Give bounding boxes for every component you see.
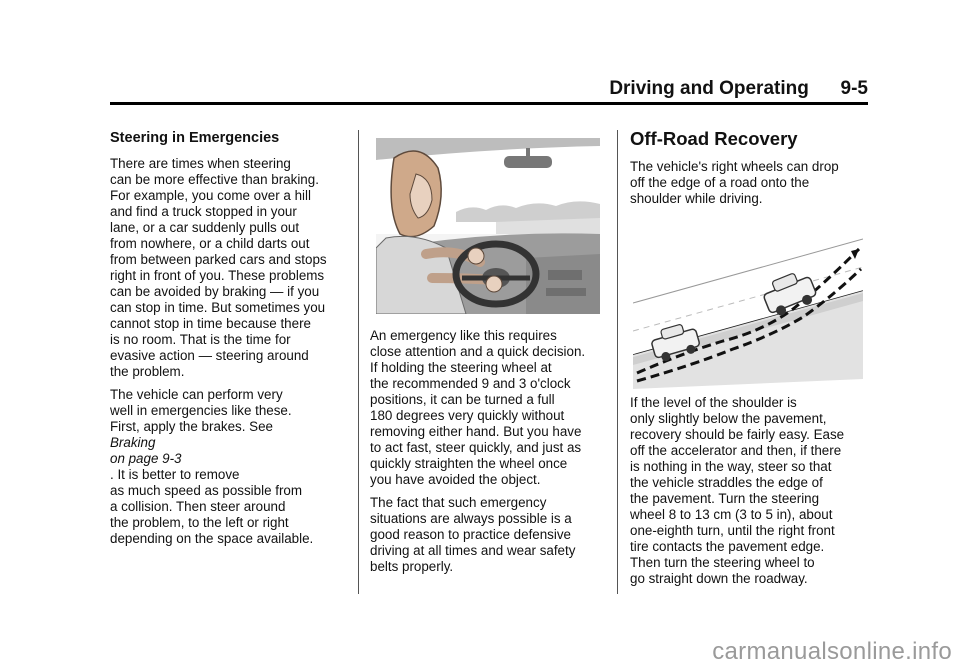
text-line: belts properly. <box>370 559 454 574</box>
text-line: cannot stop in time because there <box>110 316 311 331</box>
text-line: The vehicle can perform very <box>110 387 283 402</box>
text-line: as much speed as possible from <box>110 483 303 498</box>
text-line: off the edge of a road onto the <box>630 175 810 190</box>
text-line: evasive action — steering around <box>110 348 309 363</box>
text-line <box>110 419 350 451</box>
braking-link[interactable]: Braking <box>110 435 156 450</box>
text-line: can stop in time. But sometimes you <box>110 300 326 315</box>
text-line: Then turn the steering wheel to <box>630 555 815 570</box>
page-header <box>110 78 868 100</box>
text-line: recovery should be fairly easy. Ease <box>630 427 845 442</box>
column-divider-1 <box>358 130 359 594</box>
heading-steering-emergencies: Steering in Emergencies <box>110 130 280 146</box>
column-right <box>630 118 868 594</box>
text-line: The vehicle's right wheels can drop <box>630 159 839 174</box>
text-line <box>110 451 350 483</box>
driver-steering-illustration <box>376 138 600 314</box>
text-line: from nowhere, or a child darts out <box>110 236 310 251</box>
text-line: is nothing in the way, steer so that <box>630 459 832 474</box>
text-line: only slightly below the pavement, <box>630 411 827 426</box>
text-line: wheel 8 to 13 cm (3 to 5 in), about <box>630 507 833 522</box>
page-number: 9-5 <box>840 78 868 99</box>
text-line: shoulder while driving. <box>630 191 763 206</box>
text-run: . It is better to remove <box>110 467 240 482</box>
paragraph-defensive-driving <box>370 495 606 575</box>
paragraph-emergency-attention <box>370 328 606 488</box>
text-line: depending on the space available. <box>110 531 314 546</box>
text-line: the problem. <box>110 364 185 379</box>
text-run: First, apply the brakes. See <box>110 419 273 434</box>
heading-off-road-recovery: Off-Road Recovery <box>630 128 798 149</box>
paragraph-steering-intro <box>110 156 350 380</box>
text-line: a collision. Then steer around <box>110 499 286 514</box>
text-line: 180 degrees very quickly without <box>370 408 565 423</box>
off-road-recovery-illustration <box>633 229 863 389</box>
text-line: An emergency like this requires <box>370 328 557 343</box>
paragraph-shoulder-level <box>630 395 868 587</box>
text-line: The fact that such emergency <box>370 495 547 510</box>
text-line: good reason to practice defensive <box>370 527 571 542</box>
text-line: lane, or a car suddenly pulls out <box>110 220 300 235</box>
text-line: to act fast, steer quickly, and just as <box>370 440 582 455</box>
text-line: close attention and a quick decision. <box>370 344 586 359</box>
text-line: can be avoided by braking — if you <box>110 284 320 299</box>
text-line: situations are always possible is a <box>370 511 572 526</box>
text-line: There are times when steering <box>110 156 291 171</box>
text-line: For example, you come over a hill <box>110 188 311 203</box>
text-line: If holding the steering wheel at <box>370 360 552 375</box>
text-line: you have avoided the object. <box>370 472 541 487</box>
header-rule <box>110 102 868 105</box>
text-line: the problem, to the left or right <box>110 515 289 530</box>
paragraph-vehicle-perform <box>110 387 350 547</box>
text-line: the pavement. Turn the steering <box>630 491 820 506</box>
text-line: is no room. That is the time for <box>110 332 291 347</box>
text-line: off the accelerator and then, if there <box>630 443 842 458</box>
section-title: Driving and Operating <box>609 78 809 99</box>
watermark: carmanualsonline.info <box>712 638 952 665</box>
text-line: tire contacts the pavement edge. <box>630 539 825 554</box>
text-line: driving at all times and wear safety <box>370 543 576 558</box>
running-header <box>609 78 868 100</box>
braking-page-link[interactable]: on page 9-3 <box>110 451 182 466</box>
text-line: the vehicle straddles the edge of <box>630 475 823 490</box>
text-line: the recommended 9 and 3 o'clock <box>370 376 571 391</box>
column-divider-2 <box>617 130 618 594</box>
text-line: can be more effective than braking. <box>110 172 319 187</box>
text-line: quickly straighten the wheel once <box>370 456 568 471</box>
text-line: removing either hand. But you have <box>370 424 582 439</box>
text-line: from between parked cars and stops <box>110 252 327 267</box>
column-left <box>110 118 350 554</box>
text-line: and find a truck stopped in your <box>110 204 297 219</box>
text-line: go straight down the roadway. <box>630 571 808 586</box>
text-line: If the level of the shoulder is <box>630 395 797 410</box>
text-line: positions, it can be turned a full <box>370 392 555 407</box>
text-line: one-eighth turn, until the right front <box>630 523 835 538</box>
text-line: well in emergencies like these. <box>110 403 292 418</box>
text-line: right in front of you. These problems <box>110 268 325 283</box>
column-middle-text <box>370 328 606 582</box>
paragraph-right-wheels-drop <box>630 159 868 207</box>
